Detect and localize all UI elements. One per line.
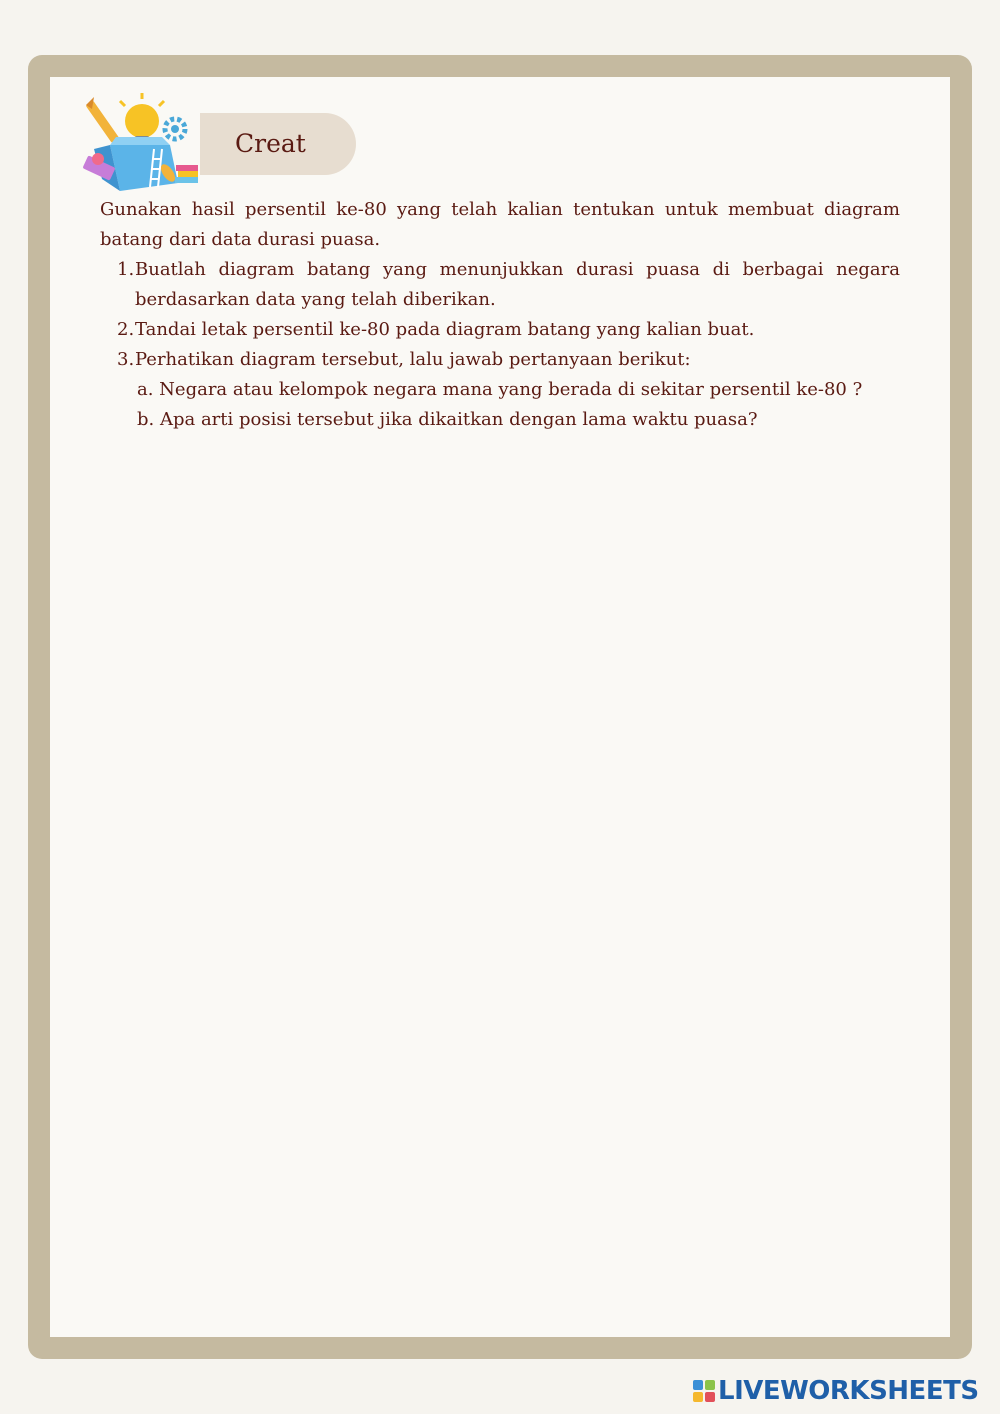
sub-question-b: b. Apa arti posisi tersebut jika dikaitkan dengan lama waktu puasa? <box>137 409 758 430</box>
step-number: 1. <box>117 259 135 280</box>
liveworksheets-logo <box>693 1376 979 1406</box>
page-title: Creat <box>235 129 306 158</box>
worksheet-frame <box>28 55 972 1359</box>
list-item <box>100 255 900 315</box>
step-text: Tandai letak persentil ke-80 pada diagram batang yang kalian buat. <box>135 319 755 340</box>
sub-question-a: a. Negara atau kelompok negara mana yang berada di sekitar persentil ke-80 ? <box>137 379 863 400</box>
step-text: Buatlah diagram batang yang menunjukkan durasi puasa di berbagai negara berdasarkan data yang telah diberikan. <box>135 259 900 310</box>
step-number: 2. <box>117 319 135 340</box>
step-number: 3. <box>117 349 135 370</box>
instructions <box>100 195 900 435</box>
intro-paragraph: Gunakan hasil persentil ke-80 yang telah kalian tentukan untuk membuat diagram batang dari data durasi puasa. <box>100 199 900 250</box>
sub-questions <box>135 375 900 435</box>
creative-box-icon <box>80 87 200 197</box>
worksheet-sheet <box>50 77 950 1337</box>
step-text: Perhatikan diagram tersebut, lalu jawab pertanyaan berikut: <box>135 349 691 370</box>
list-item <box>100 315 900 345</box>
brand-name: LIVEWORKSHEETS <box>718 1376 979 1406</box>
logo-grid-icon <box>693 1380 715 1402</box>
list-item <box>100 345 900 435</box>
steps-list <box>100 255 900 435</box>
